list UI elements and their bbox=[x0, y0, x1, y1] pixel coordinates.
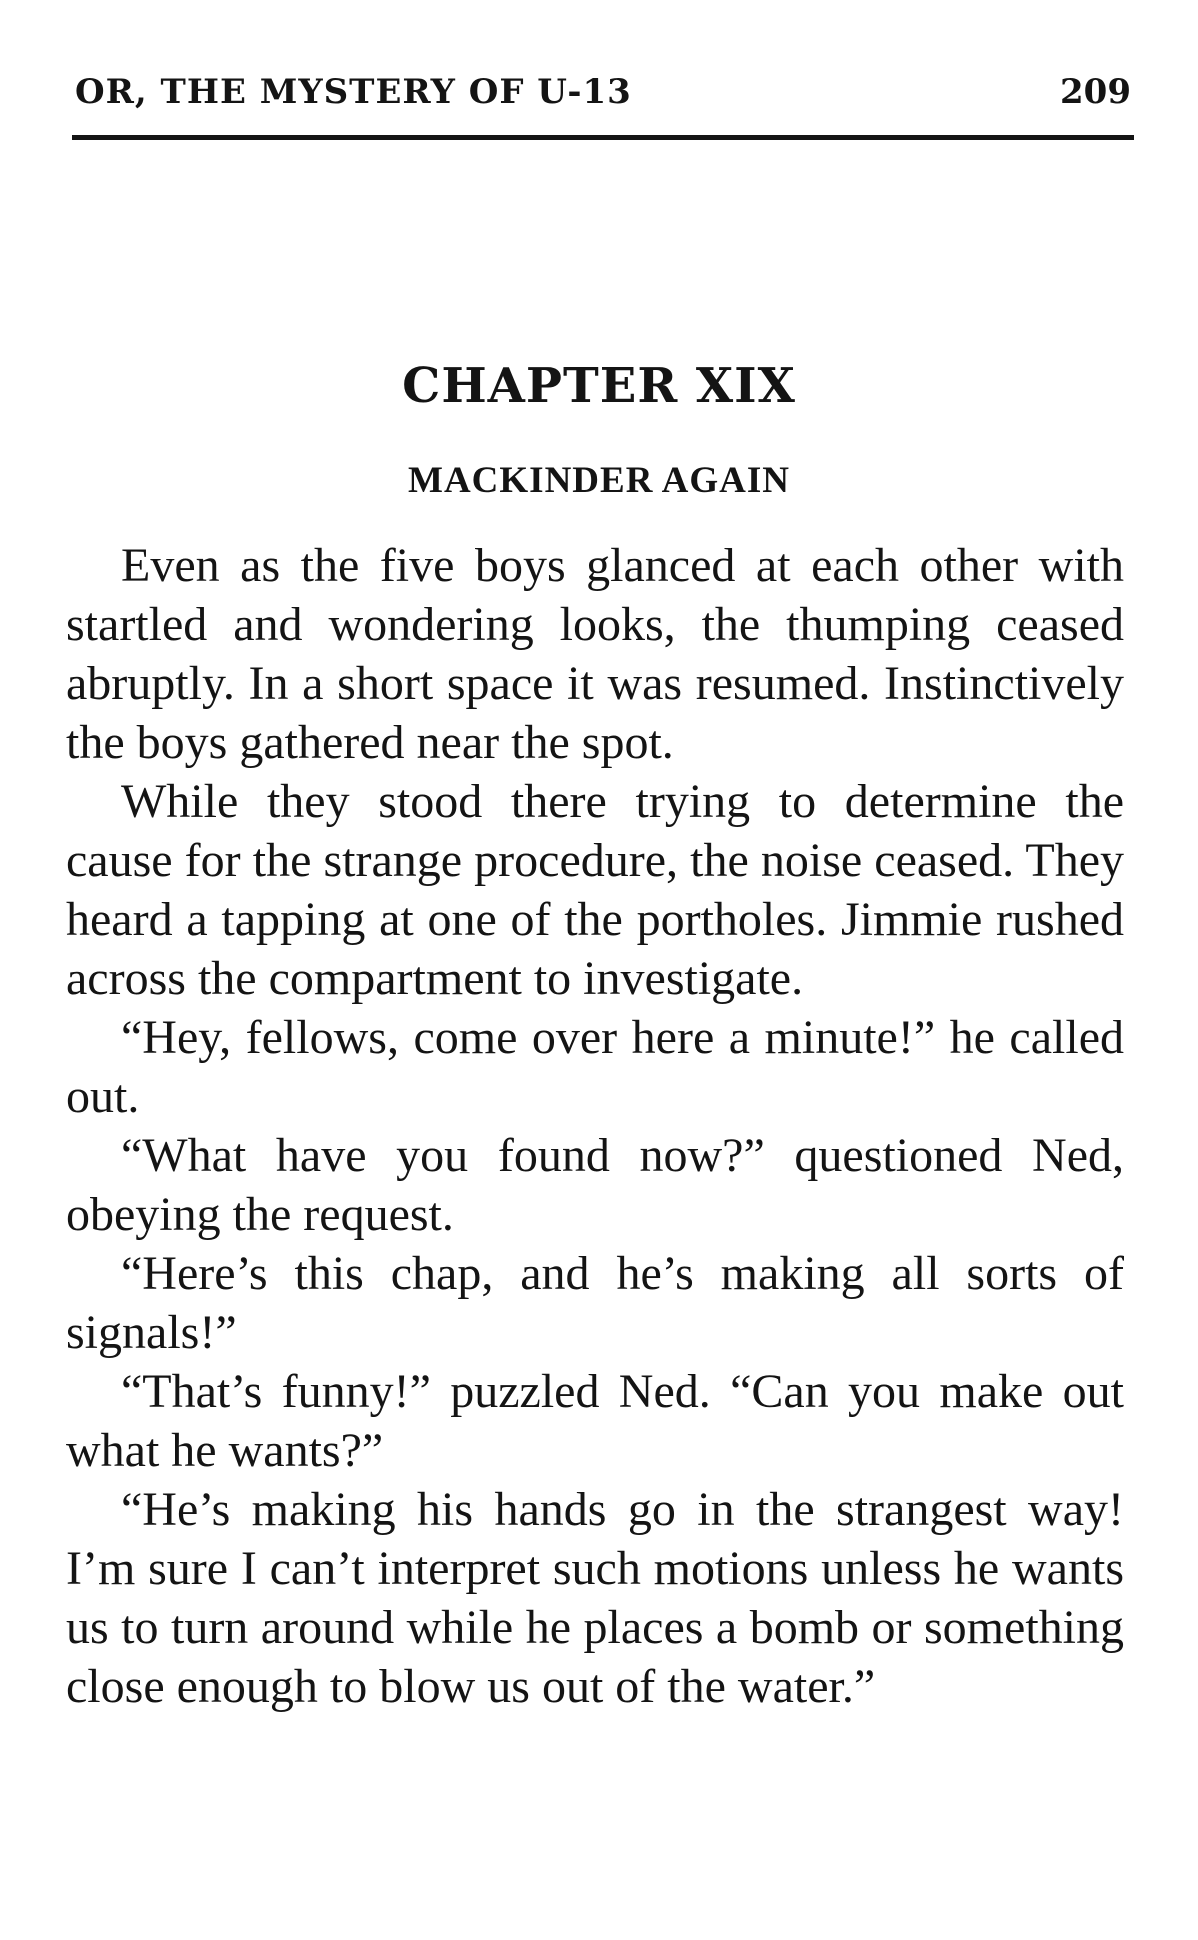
header-rule bbox=[72, 135, 1134, 140]
chapter-body bbox=[66, 536, 1124, 1716]
paragraph: Even as the five boys glanced at each other with startled and wondering looks, the thumping ceased abruptly. In a short space it was resumed. Instinctively the boys gathered near the spot. bbox=[66, 539, 1124, 769]
running-head bbox=[75, 72, 1131, 122]
chapter-title: MACKINDER AGAIN bbox=[408, 460, 790, 501]
paragraph: “Hey, fellows, come over here a minute!” he called out. bbox=[66, 1011, 1124, 1123]
paragraph: “That’s funny!” puzzled Ned. “Can you make out what he wants?” bbox=[66, 1365, 1124, 1477]
paragraph: “He’s making his hands go in the strangest way! I’m sure I can’t interpret such motions unless he wants us to turn around while he places a bomb or something close enough to blow us out of the water.” bbox=[66, 1483, 1124, 1713]
paragraph: “Here’s this chap, and he’s making all sorts of signals!” bbox=[66, 1247, 1124, 1359]
paragraph: “What have you found now?” questioned Ned, obeying the request. bbox=[66, 1129, 1124, 1241]
chapter-heading: CHAPTER XIX bbox=[402, 358, 796, 414]
running-title: OR, THE MYSTERY OF U-13 bbox=[75, 72, 632, 112]
paragraph: While they stood there trying to determine the cause for the strange procedure, the noise ceased. They heard a tapping at one of the portholes. Jimmie rushed across the compartment to investigate. bbox=[66, 775, 1124, 1005]
page-number: 209 bbox=[1060, 72, 1131, 112]
